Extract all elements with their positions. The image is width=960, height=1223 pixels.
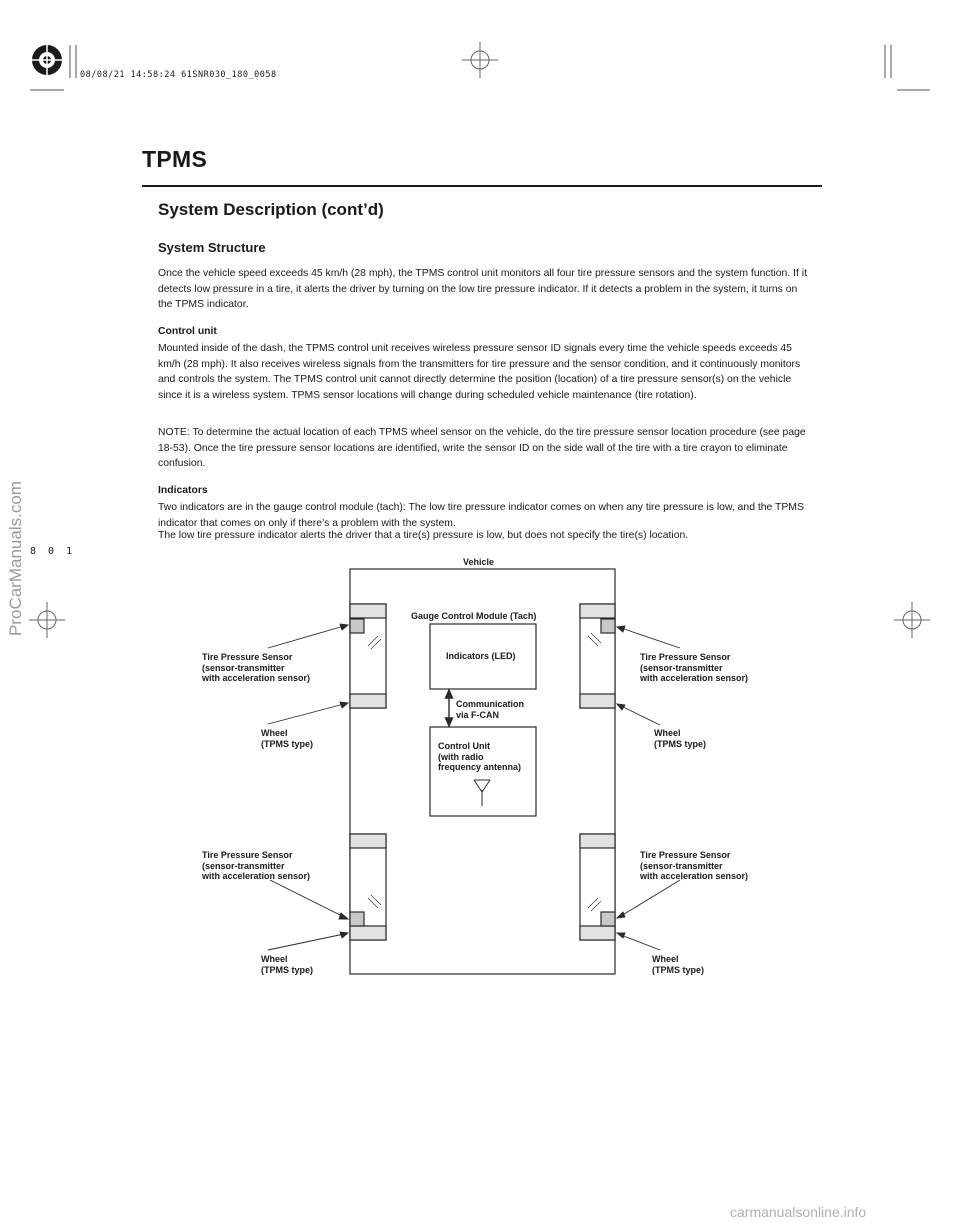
label-sensor-rear-left: Tire Pressure Sensor (sensor-transmitter with acceleration sensor) bbox=[202, 850, 311, 881]
registration-crosshair-top bbox=[462, 42, 498, 78]
watermark-bottom: carmanualsonline.info bbox=[730, 1204, 867, 1220]
label-communication: Communication via F-CAN bbox=[456, 699, 525, 720]
registration-crosshair-left bbox=[29, 602, 65, 638]
label-indicators: Indicators (LED) bbox=[446, 651, 516, 661]
label-gauge-module: Gauge Control Module (Tach) bbox=[411, 611, 537, 621]
wheel-front-right bbox=[580, 604, 615, 708]
antenna-icon bbox=[474, 780, 490, 806]
control-unit-title: Control unit bbox=[158, 326, 217, 337]
header-rule bbox=[142, 185, 822, 187]
intro-paragraph: Once the vehicle speed exceeds 45 km/h (28 mph), the TPMS control unit monitors all four tire pressure sensors and the system function. If it detects low pressure in a tire, it alerts the driver by turning on the low tire pressure indicator. If it detects a problem in the system, it turns on the TPMS indicator. bbox=[158, 268, 807, 311]
print-stamp: 08/08/21 14:58:24 61SNR030_180_0058 bbox=[80, 70, 277, 80]
label-control-unit: Control Unit (with radio frequency antenna) bbox=[438, 741, 522, 772]
communication-arrow bbox=[446, 690, 453, 726]
indicators-paragraph-2: The low tire pressure indicator alerts the driver that a tire(s) pressure is low, but does not specify the tire(s) location. bbox=[158, 530, 689, 541]
side-page-number: 8 0 1 bbox=[30, 546, 76, 557]
wheel-front-left bbox=[350, 604, 386, 708]
watermark-left: ProCarManuals.com bbox=[6, 481, 25, 636]
indicators-title: Indicators bbox=[158, 485, 208, 496]
system-structure-heading: System Structure bbox=[158, 240, 266, 255]
label-wheel-rear-left: Wheel (TPMS type) bbox=[261, 954, 314, 975]
label-vehicle: Vehicle bbox=[463, 557, 495, 567]
label-wheel-front-right: Wheel (TPMS type) bbox=[654, 728, 707, 749]
control-unit-paragraph: Mounted inside of the dash, the TPMS control unit receives wireless pressure sensor ID signals every time the vehicle speeds exceeds 45 km/h (28 mph). It also receives wireless signals from the transmitters for tire pressure and the sensor condition, and it continuously monitors and controls the system. The TPMS control unit cannot directly determine the position (location) of a tire pressure sensor(s) on the vehicle since it is a wireless system. TPMS sensor locations will change during scheduled vehicle maintenance (tire rotation). bbox=[158, 343, 801, 401]
page-subtitle: System Description (cont’d) bbox=[158, 200, 384, 219]
registration-crosshair-right bbox=[894, 602, 930, 638]
label-wheel-front-left: Wheel (TPMS type) bbox=[261, 728, 314, 749]
registration-target-top-left bbox=[28, 41, 66, 79]
indicators-paragraph-1: Two indicators are in the gauge control module (tach): The low tire pressure indicator comes on when any tire pressure is low, and the TPMS indicator that comes on only if there’s a problem with the system. bbox=[158, 502, 804, 529]
label-sensor-front-left: Tire Pressure Sensor (sensor-transmitter with acceleration sensor) bbox=[202, 652, 311, 683]
label-sensor-front-right: Tire Pressure Sensor (sensor-transmitter with acceleration sensor) bbox=[640, 652, 749, 683]
leader-lines bbox=[268, 624, 680, 950]
note-paragraph: NOTE: To determine the actual location of each TPMS wheel sensor on the vehicle, do the tire pressure sensor location procedure (see page 18-53). Once the tire pressure sensor locations are identified, write the sensor ID on the side wall of the tire with a tire crayon to eliminate confusion. bbox=[158, 427, 806, 470]
wheel-rear-right bbox=[580, 834, 615, 940]
label-wheel-rear-right: Wheel (TPMS type) bbox=[652, 954, 705, 975]
section-title: TPMS bbox=[142, 146, 208, 172]
label-sensor-rear-right: Tire Pressure Sensor (sensor-transmitter with acceleration sensor) bbox=[640, 850, 749, 881]
wheel-rear-left bbox=[350, 834, 386, 940]
